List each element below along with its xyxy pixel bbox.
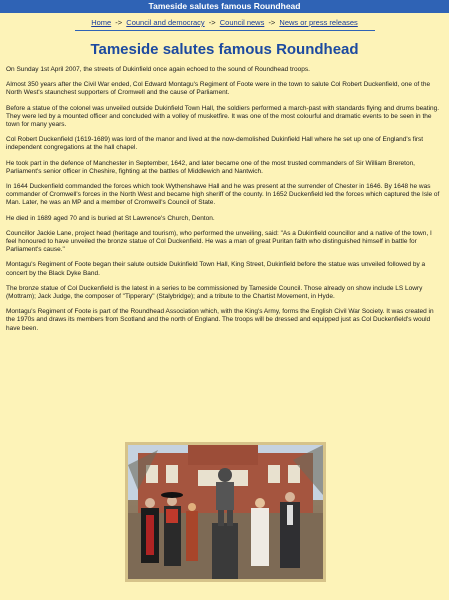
article-body <box>0 66 449 333</box>
window-title-bar <box>0 0 449 13</box>
breadcrumb <box>0 18 449 27</box>
unveiling-photo <box>128 445 323 579</box>
breadcrumb-separator: -> <box>208 18 216 27</box>
article-paragraph: He took part in the defence of Manchester in September, 1642, and later became one of the most trusted commanders of Sir William Brereton, Parliament's senior officer in Cheshire, fighting at the battles of Middlewich and Nantwich. <box>6 159 415 175</box>
article-paragraph: Before a statue of the colonel was unveiled outside Dukinfield Town Hall, the soldiers performed a march-past with standards flying and drums beating. They were led by a mounted officer and concluded with a volley of musketfire. It was one of the most colourful and dramatic events to be seen in the town for many years. <box>6 104 440 129</box>
article-paragraph: He died in 1689 aged 70 and is buried at St Lawrence's Church, Denton. <box>6 214 215 222</box>
page-title: Tameside salutes famous Roundhead <box>90 41 359 58</box>
unveiling-photo-illustration <box>128 445 323 579</box>
article-paragraph: The bronze statue of Col Duckenfield is the latest in a series to be commissioned by Tameside Council. Those already on show include LS Lowry (Mottram); Jack Judge, the composer of "Tipperary" (Stalybridge); and a tribute to the Chartist Movement, in Hyde. <box>6 284 423 301</box>
article-paragraph: Col Robert Duckenfield (1619-1689) was lord of the manor and lived at the now-demolished Dukinfield Hall where he set up one of England's first independent congregations at the hall chapel. <box>6 136 424 152</box>
breadcrumb-separator: -> <box>115 18 123 27</box>
article-paragraph: On Sunday 1st April 2007, the streets of Dukinfield once again echoed to the sound of Roundhead troops. <box>6 66 310 73</box>
article-paragraph: Montagu's Regiment of Foote is part of the Roundhead Association which, with the King's Army, forms the English Civil War Society. It was created in the 1970s and draws its members from Scotland and the north of England. The troops will be dressed and equipped just as Col Duckenfield's would have been. <box>6 308 434 332</box>
article-paragraph: Councillor Jackie Lane, project head (heritage and tourism), who performed the unveiling, said: "As a Dukinfield councillor and a native of the town, I feel honoured to have unveiled the bronze statue of Col Duckenfield. He was a man of great Puritan faith who distinguished himself in battle for Parliament's cause." <box>6 229 432 254</box>
article-paragraph: Montagu's Regiment of Foote began their salute outside Dukinfield Town Hall, King Street, Dukinfield before the statue was unveiled followed by a concert by the Black Dyke Band. <box>6 261 426 277</box>
breadcrumb-divider <box>75 30 375 31</box>
photo-frame <box>125 442 326 582</box>
breadcrumb-link-council-news[interactable]: Council news <box>219 18 265 27</box>
breadcrumb-link-home[interactable]: Home <box>91 18 112 27</box>
breadcrumb-separator: -> <box>268 18 276 27</box>
article-paragraph: Almost 350 years after the Civil War ended, Col Edward Montagu's Regiment of Foote were in the town to salute Col Robert Duckenfield, one of the North West's staunchest supporters of Cromwell and the cause of Parliament. <box>6 81 431 97</box>
title-bar-text: Tameside salutes famous Roundhead <box>148 1 301 11</box>
breadcrumb-link-council-democracy[interactable]: Council and democracy <box>126 18 205 27</box>
breadcrumb-link-press-releases[interactable]: News or press releases <box>279 18 358 27</box>
article-paragraph: In 1644 Duckenfield commanded the forces which took Wythenshawe Hall and he was present at the surrender of Chester in 1646. By 1648 he was commander of Cromwell's forces in the North West and became high sheriff of the county. In 1652 Duckenfield led the forces which captured the Isle of Man. Later, he was an MP and a member of Cromwell's Council of State. <box>6 183 440 207</box>
